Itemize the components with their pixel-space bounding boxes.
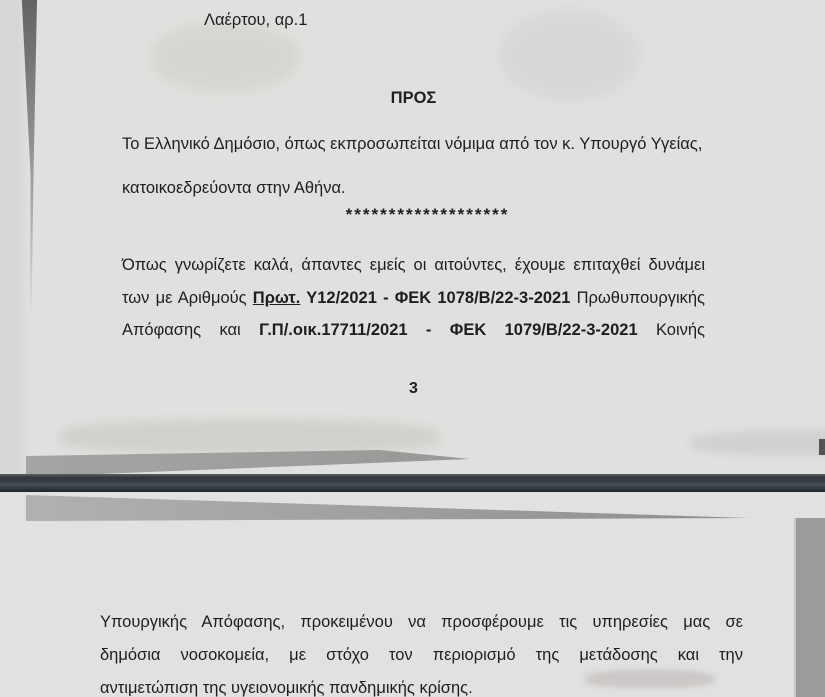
paragraph2-line — [122, 286, 705, 310]
protocol-label: Πρωτ. — [252, 289, 301, 307]
page2-line3-text: αντιμετώπιση της υγειονομικής πανδημικής κρίσης. — [100, 679, 473, 697]
page2-right-edge-gutter — [794, 518, 825, 697]
paragraph2-line — [122, 318, 705, 342]
line2-pre-text: των με Αριθμούς — [122, 289, 253, 307]
paragraph-line — [100, 610, 743, 634]
paragraph2-line — [122, 253, 705, 277]
scan-smudge — [60, 420, 440, 454]
edge-artifact — [819, 439, 825, 455]
paragraph1-line: Το Ελληνικό Δημόσιο, όπως εκπροσωπείται νόμιμα από τον κ. Υπουργό Υγείας, — [122, 135, 703, 153]
paragraph1-line: κατοικοεδρεύοντα στην Αθήνα. — [122, 179, 346, 197]
page2-line2-text: δημόσια νοσοκομεία, με στόχο τον περιορισμό της μετάδοσης και την — [100, 646, 743, 664]
fek-reference-1: Υ12/2021 - ΦΕΚ 1078/Β/22-3-2021 — [300, 289, 571, 307]
address-line: Λαέρτου, αρ.1 — [204, 11, 308, 29]
line3-pre-text: Απόφασης και — [122, 321, 260, 339]
scan-smudge — [150, 22, 300, 92]
line3-post-text: Κοινής — [637, 321, 706, 339]
page-gap-divider — [0, 474, 825, 492]
page2-line1-text: Υπουργικής Απόφασης, προκειμένου να προσφέρουμε τις υπηρεσίες μας σε — [100, 613, 743, 631]
scanned-page-2 — [0, 492, 825, 697]
asterisk-separator: ******************* — [345, 205, 510, 224]
scan-smudge — [690, 430, 825, 456]
paragraph-line — [100, 643, 743, 667]
line2-post-text: Πρωθυπουργικής — [570, 289, 705, 307]
page-number: 3 — [409, 380, 418, 397]
fek-reference-2: Γ.Π/.οικ.17711/2021 - ΦΕΚ 1079/Β/22-3-2021 — [259, 321, 638, 339]
paragraph-line — [100, 676, 743, 697]
paragraph2-line1-text: Όπως γνωρίζετε καλά, άπαντες εμείς οι αιτούντες, έχουμε επιταχθεί δυνάμει — [122, 256, 705, 274]
heading-pros: ΠΡΟΣ — [390, 89, 437, 107]
